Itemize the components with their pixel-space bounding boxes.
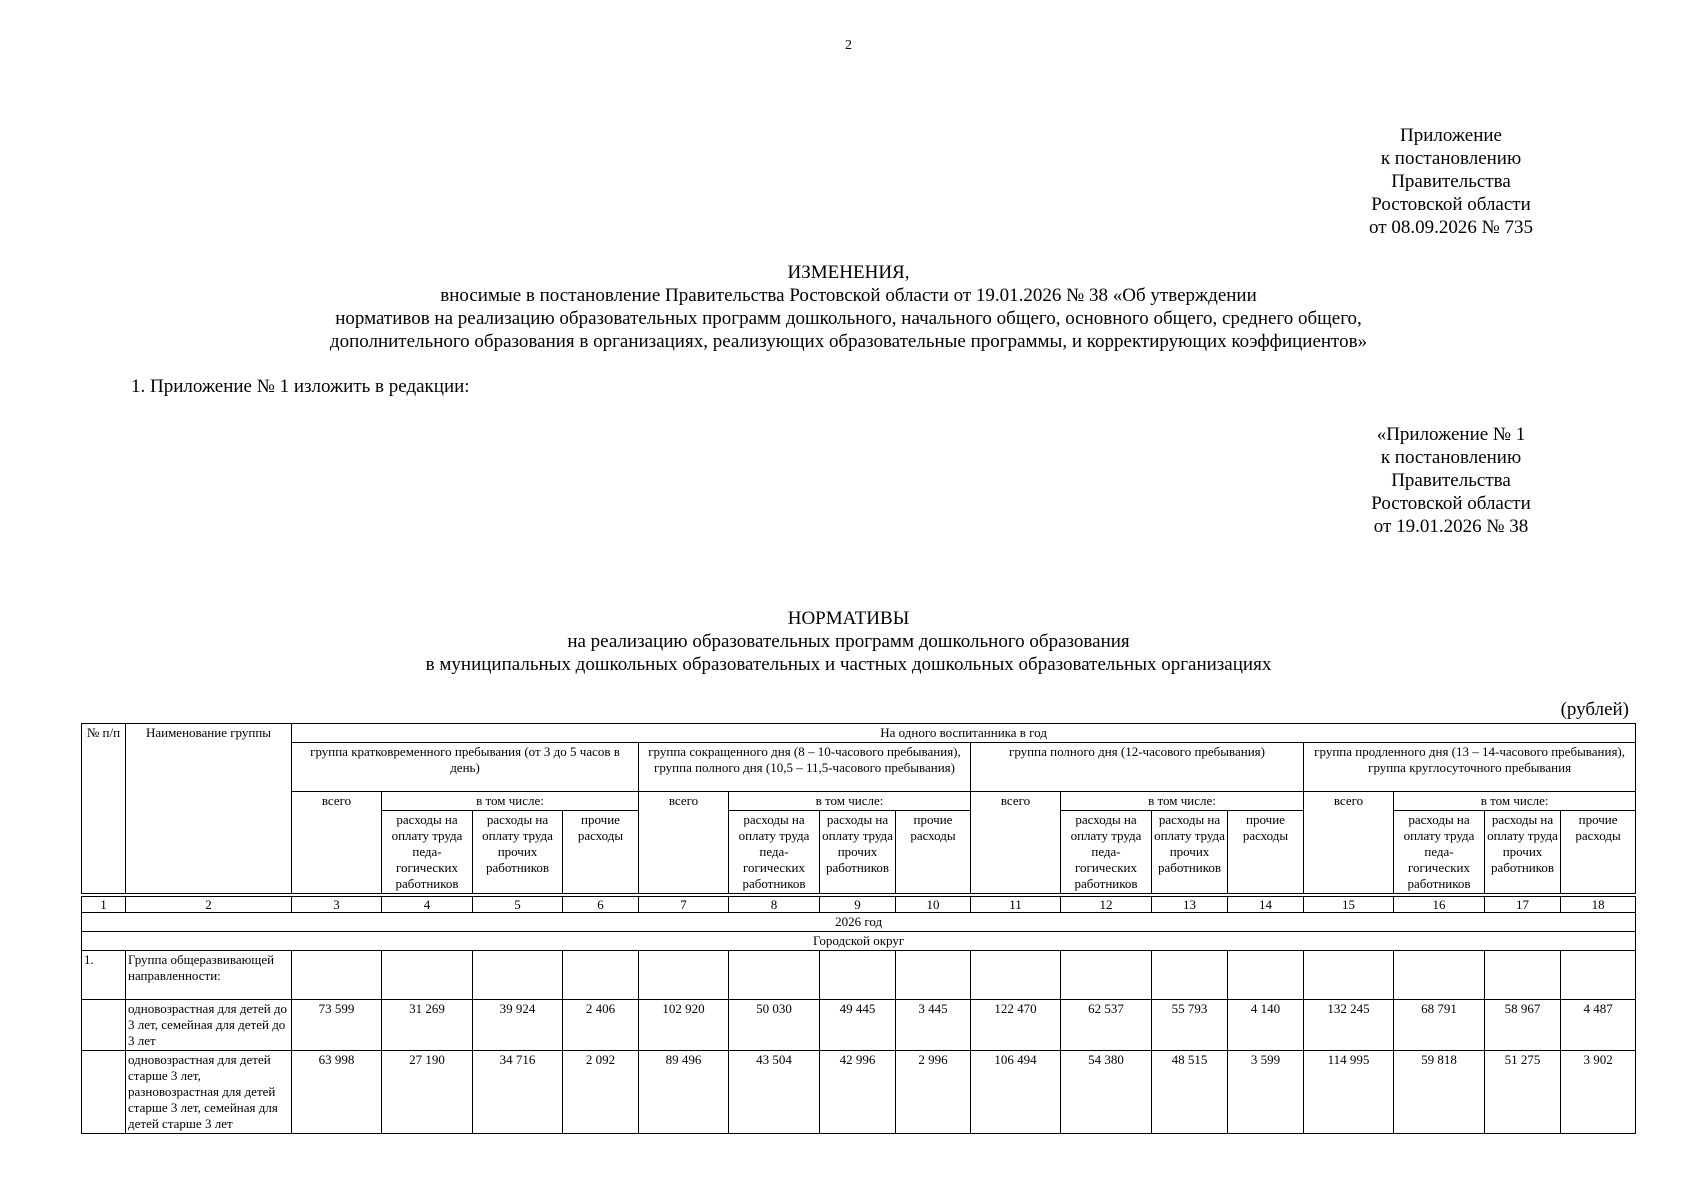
- value-cell: 106 494: [971, 1051, 1061, 1134]
- header-including: в том числе:: [1394, 792, 1636, 811]
- column-number: 7: [639, 897, 729, 913]
- value-cell: [292, 951, 382, 1000]
- header-including: в том числе:: [729, 792, 971, 811]
- value-cell: 2 092: [563, 1051, 639, 1134]
- row-name: Группа общеразвивающей направленности:: [126, 951, 292, 1000]
- value-cell: 42 996: [820, 1051, 896, 1134]
- district-cell: Городской округ: [82, 932, 1636, 951]
- title-line: ИЗМЕНЕНИЯ,: [787, 262, 910, 283]
- appendix-line: к постановлению: [1380, 447, 1522, 468]
- column-number: 18: [1561, 897, 1636, 913]
- value-cell: 31 269: [382, 1000, 473, 1051]
- column-number: 1: [82, 897, 126, 913]
- header-group: группа сокращенного дня (8 – 10-часового пребывания), группа полного дня (10,5 – 11,5-часового пребывания): [639, 743, 971, 792]
- appendix-line: Ростовской области: [1371, 194, 1531, 215]
- column-number: 6: [563, 897, 639, 913]
- header-num: № п/п: [82, 724, 126, 894]
- column-number: 12: [1061, 897, 1152, 913]
- value-cell: [729, 951, 820, 1000]
- row-num: [82, 1051, 126, 1134]
- appendix-line: Правительства: [1391, 171, 1511, 192]
- value-cell: [1485, 951, 1561, 1000]
- value-cell: [971, 951, 1061, 1000]
- row-num: [82, 1000, 126, 1051]
- appendix-reference-top: [1366, 124, 1536, 239]
- value-cell: [563, 951, 639, 1000]
- header-sub: расходы на оплату труда педа-гогических работников: [382, 811, 473, 894]
- value-cell: [1394, 951, 1485, 1000]
- value-cell: [820, 951, 896, 1000]
- page-number: 2: [845, 38, 852, 53]
- row-num: 1.: [82, 951, 126, 1000]
- value-cell: 62 537: [1061, 1000, 1152, 1051]
- header-row: [82, 792, 1636, 811]
- table-row: [82, 1000, 1636, 1051]
- appendix-line: от 08.09.2026 № 735: [1369, 217, 1533, 238]
- column-number: 4: [382, 897, 473, 913]
- value-cell: 2 996: [896, 1051, 971, 1134]
- appendix-line: Правительства: [1391, 470, 1511, 491]
- value-cell: 122 470: [971, 1000, 1061, 1051]
- header-row: [82, 743, 1636, 792]
- appendix-line: «Приложение № 1: [1376, 424, 1526, 445]
- value-cell: [1228, 951, 1304, 1000]
- header-row: [82, 724, 1636, 743]
- value-cell: 51 275: [1485, 1051, 1561, 1134]
- appendix-line: Приложение: [1400, 125, 1502, 146]
- value-cell: 3 445: [896, 1000, 971, 1051]
- header-sub: расходы на оплату труда педа-гогических работников: [1061, 811, 1152, 894]
- value-cell: 3 599: [1228, 1051, 1304, 1134]
- header-total: всего: [292, 792, 382, 894]
- value-cell: [1304, 951, 1394, 1000]
- header-including: в том числе:: [1061, 792, 1304, 811]
- column-number: 5: [473, 897, 563, 913]
- value-cell: [639, 951, 729, 1000]
- value-cell: [1561, 951, 1636, 1000]
- value-cell: 114 995: [1304, 1051, 1394, 1134]
- header-sub: расходы на оплату труда прочих работников: [473, 811, 563, 894]
- value-cell: 49 445: [820, 1000, 896, 1051]
- header-including: в том числе:: [382, 792, 639, 811]
- column-number: 13: [1152, 897, 1228, 913]
- value-cell: 39 924: [473, 1000, 563, 1051]
- header-group: группа полного дня (12-часового пребывания): [971, 743, 1304, 792]
- appendix-reference-quoted: [1366, 423, 1536, 538]
- value-cell: [896, 951, 971, 1000]
- column-number: 9: [820, 897, 896, 913]
- value-cell: 4 140: [1228, 1000, 1304, 1051]
- district-row: [82, 932, 1636, 951]
- changes-title: [0, 261, 1697, 353]
- value-cell: 73 599: [292, 1000, 382, 1051]
- title-line: нормативов на реализацию образовательных программ дошкольного, начального общего, основного общего, среднего общего,: [335, 308, 1362, 329]
- title-line: на реализацию образовательных программ дошкольного образования: [567, 631, 1130, 652]
- norms-title: [0, 607, 1697, 676]
- column-number: 16: [1394, 897, 1485, 913]
- header-group: группа продленного дня (13 – 14-часового пребывания), группа круглосуточного пребывания: [1304, 743, 1636, 792]
- year-row: [82, 913, 1636, 932]
- header-sub: расходы на оплату труда педа-гогических работников: [1394, 811, 1485, 894]
- appendix-line: Ростовской области: [1371, 493, 1531, 514]
- header-total: всего: [971, 792, 1061, 894]
- header-group: группа кратковременного пребывания (от 3 до 5 часов в день): [292, 743, 639, 792]
- value-cell: 50 030: [729, 1000, 820, 1051]
- value-cell: 132 245: [1304, 1000, 1394, 1051]
- norms-table: [81, 723, 1636, 1134]
- value-cell: 102 920: [639, 1000, 729, 1051]
- header-sub: прочие расходы: [563, 811, 639, 894]
- header-sub: расходы на оплату труда прочих работников: [820, 811, 896, 894]
- column-numbers-row: [82, 897, 1636, 913]
- value-cell: 68 791: [1394, 1000, 1485, 1051]
- column-number: 15: [1304, 897, 1394, 913]
- value-cell: 59 818: [1394, 1051, 1485, 1134]
- value-cell: [473, 951, 563, 1000]
- value-cell: 27 190: [382, 1051, 473, 1134]
- value-cell: 58 967: [1485, 1000, 1561, 1051]
- header-sub: прочие расходы: [1228, 811, 1304, 894]
- value-cell: 3 902: [1561, 1051, 1636, 1134]
- units-label: (рублей): [1560, 699, 1629, 720]
- header-total: всего: [1304, 792, 1394, 894]
- title-line: дополнительного образования в организациях, реализующих образовательные программы, и корректирующих коэффициентов»: [329, 331, 1368, 352]
- header-total: всего: [639, 792, 729, 894]
- value-cell: [1061, 951, 1152, 1000]
- header-sub: расходы на оплату труда педа-гогических работников: [729, 811, 820, 894]
- row-name: одновозрастная для детей до 3 лет, семейная для детей до 3 лет: [126, 1000, 292, 1051]
- item-1-text: 1. Приложение № 1 изложить в редакции:: [131, 376, 470, 397]
- column-number: 8: [729, 897, 820, 913]
- value-cell: 2 406: [563, 1000, 639, 1051]
- value-cell: 89 496: [639, 1051, 729, 1134]
- column-number: 17: [1485, 897, 1561, 913]
- value-cell: 55 793: [1152, 1000, 1228, 1051]
- value-cell: 63 998: [292, 1051, 382, 1134]
- value-cell: 54 380: [1061, 1051, 1152, 1134]
- value-cell: 34 716: [473, 1051, 563, 1134]
- header-sub: расходы на оплату труда прочих работников: [1152, 811, 1228, 894]
- table-row: [82, 1051, 1636, 1134]
- appendix-line: от 19.01.2026 № 38: [1373, 516, 1529, 537]
- header-sub: прочие расходы: [896, 811, 971, 894]
- header-per-pupil: На одного воспитанника в год: [292, 724, 1636, 743]
- title-line: НОРМАТИВЫ: [787, 608, 910, 629]
- title-line: в муниципальных дошкольных образовательных и частных дошкольных образовательных организациях: [425, 654, 1272, 675]
- column-number: 10: [896, 897, 971, 913]
- table-row: [82, 951, 1636, 1000]
- column-number: 11: [971, 897, 1061, 913]
- header-sub: расходы на оплату труда прочих работников: [1485, 811, 1561, 894]
- value-cell: [1152, 951, 1228, 1000]
- header-name: Наименование группы: [126, 724, 292, 894]
- value-cell: 43 504: [729, 1051, 820, 1134]
- row-name: одновозрастная для детей старше 3 лет, разновозрастная для детей старше 3 лет, семейная для детей старше 3 лет: [126, 1051, 292, 1134]
- header-sub: прочие расходы: [1561, 811, 1636, 894]
- value-cell: [382, 951, 473, 1000]
- title-line: вносимые в постановление Правительства Ростовской области от 19.01.2026 № 38 «Об утверждении: [440, 285, 1257, 306]
- value-cell: 48 515: [1152, 1051, 1228, 1134]
- year-cell: 2026 год: [82, 913, 1636, 932]
- value-cell: 4 487: [1561, 1000, 1636, 1051]
- column-number: 2: [126, 897, 292, 913]
- column-number: 14: [1228, 897, 1304, 913]
- appendix-line: к постановлению: [1380, 148, 1522, 169]
- column-number: 3: [292, 897, 382, 913]
